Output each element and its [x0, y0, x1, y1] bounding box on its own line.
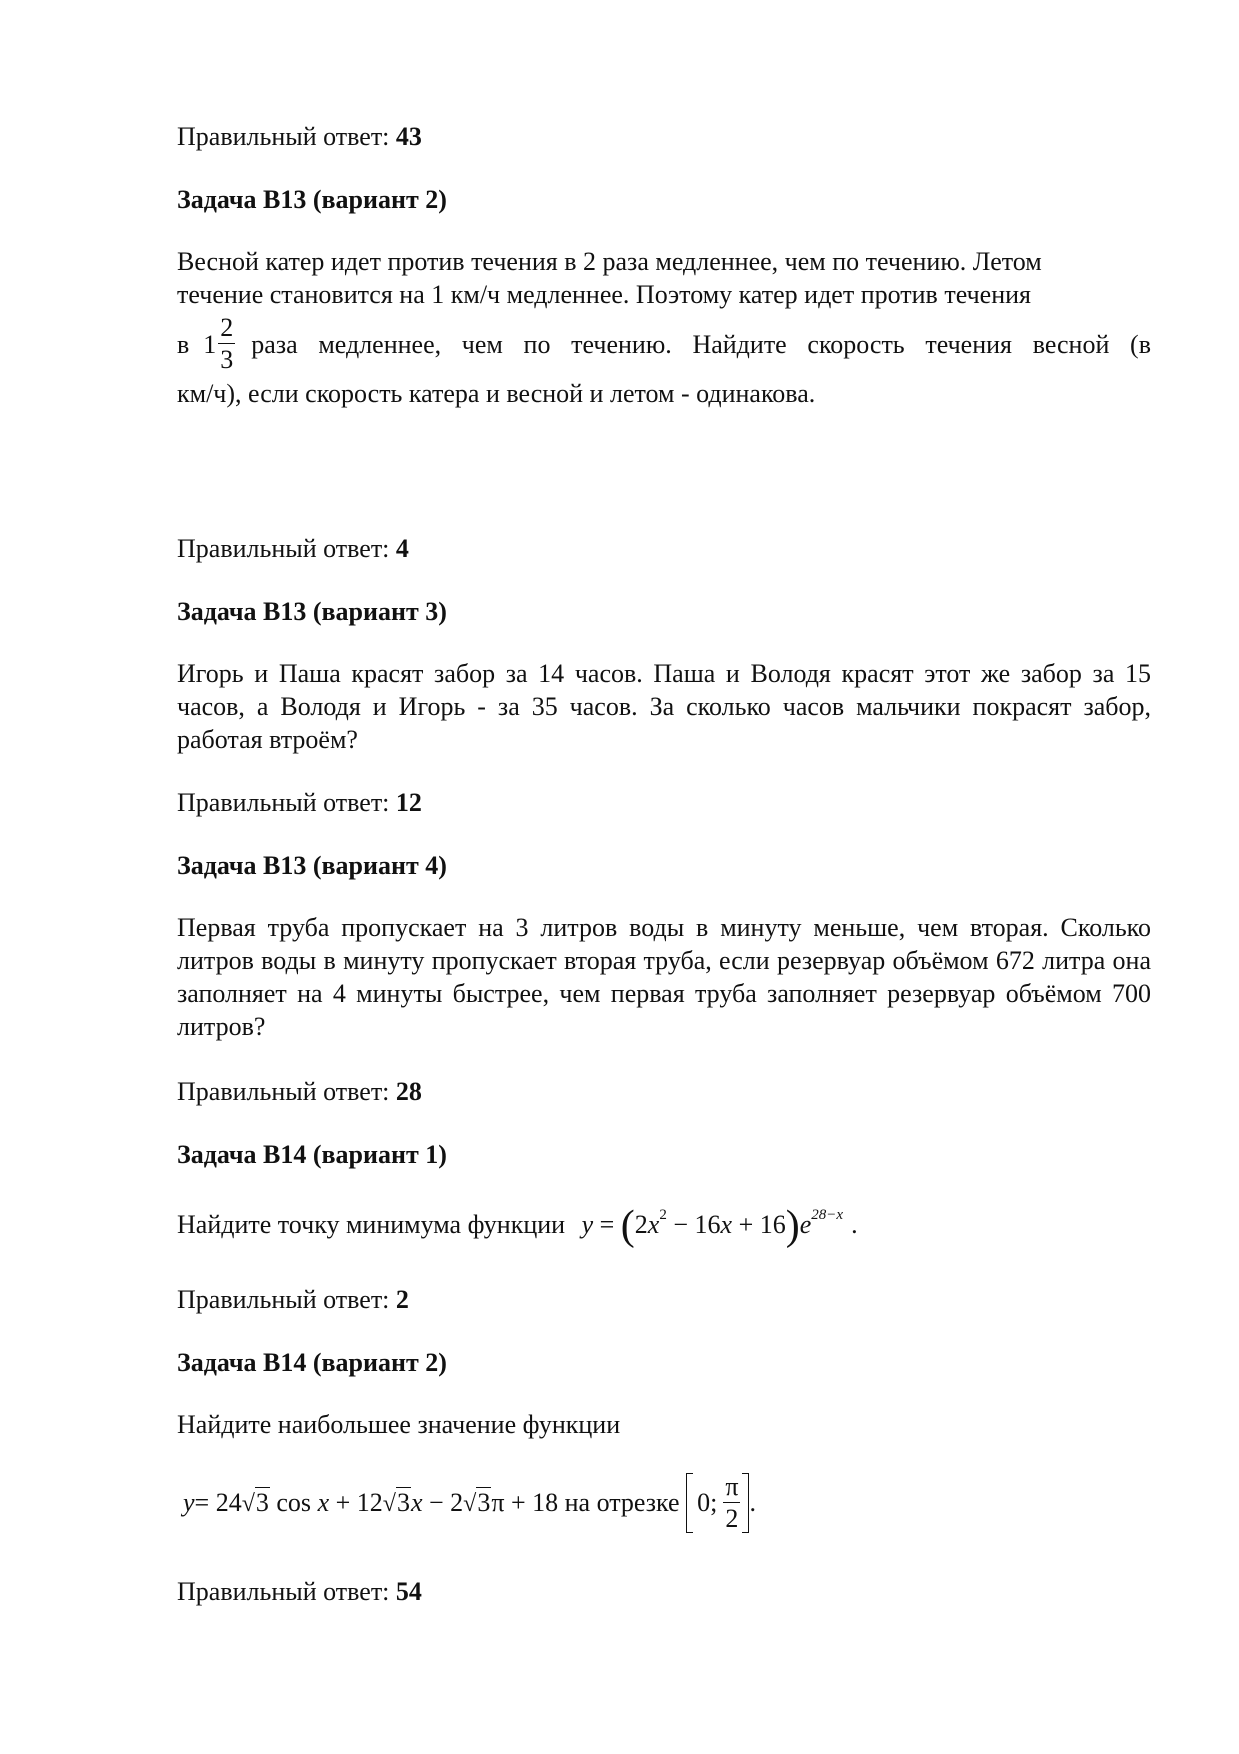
sqrt: [242, 1486, 270, 1521]
text-span: течение становится на 1 км/ч медленнее. Поэтому катер идет против течения: [177, 280, 1031, 309]
var-x: x: [647, 1210, 660, 1239]
text-span: км/ч), если скорость катера и весной и летом - одинакова.: [177, 379, 816, 408]
correct-answer: [177, 120, 1151, 154]
answer-value: 12: [395, 788, 422, 817]
function-formula: [581, 1203, 858, 1249]
task-heading: Задача В13 (вариант 4): [177, 851, 447, 880]
sqrt: [463, 1486, 491, 1521]
task-heading: Задача В14 (вариант 2): [177, 1348, 447, 1377]
task-heading: Задача В13 (вариант 2): [177, 185, 447, 214]
var-y: y: [581, 1210, 594, 1239]
var-x: x: [410, 1488, 423, 1517]
task-line: [177, 245, 1151, 278]
task-line: [177, 278, 1151, 311]
answer-value: 43: [395, 122, 422, 151]
exponent: 2: [659, 1207, 667, 1223]
answer-value: 4: [395, 534, 409, 563]
radical-sign: √: [463, 1490, 477, 1517]
radicand: 3: [255, 1487, 269, 1517]
radicand: 3: [477, 1487, 491, 1517]
formula-part: (: [620, 1203, 635, 1249]
task-text: Первая труба пропускает на 3 литров воды в минуту меньше, чем вторая. Сколько литров воды в минуту пропускает вторая труба, если резервуар объёмом 672 литра она заполняет на 4 минуты быстрее, чем первая труба заполняет резервуар объёмом 700 литров?: [177, 913, 1151, 1041]
formula-part: ): [785, 1203, 800, 1249]
answer-label: Правильный ответ:: [177, 534, 390, 563]
fraction-numerator: 2: [220, 313, 234, 342]
left-bracket: [686, 1473, 693, 1533]
sqrt: [383, 1486, 411, 1521]
fraction-denominator: 2: [725, 1504, 739, 1533]
task-text: [177, 245, 1151, 410]
formula-part: − 2: [422, 1488, 464, 1517]
task-text: Найдите наибольшее значение функции: [177, 1410, 621, 1439]
function-formula: [177, 1470, 1151, 1536]
answer-label: Правильный ответ:: [177, 1285, 390, 1314]
formula-part: 2: [634, 1210, 648, 1239]
formula-part: .: [851, 1210, 858, 1239]
formula-part: cos: [269, 1488, 318, 1517]
answer-label: Правильный ответ:: [177, 788, 390, 817]
correct-answer: [177, 786, 1151, 820]
interval: [686, 1473, 749, 1533]
var-e: e: [799, 1210, 812, 1239]
mixed-number-fraction: [218, 315, 235, 373]
mixed-number-whole: 1: [203, 329, 217, 359]
task-heading: Задача В14 (вариант 1): [177, 1140, 447, 1169]
radicand: 3: [396, 1487, 410, 1517]
answer-value: 54: [395, 1577, 422, 1606]
task-heading: Задача В13 (вариант 3): [177, 597, 447, 626]
formula-part: − 16: [666, 1210, 721, 1239]
interval-end-fraction: [723, 1474, 740, 1532]
formula-part: =: [593, 1210, 621, 1239]
var-y: y: [183, 1488, 195, 1517]
right-bracket: [742, 1473, 749, 1533]
text-span: Найдите точку минимума функции: [177, 1210, 566, 1239]
interval-start: 0;: [697, 1488, 718, 1517]
correct-answer: [177, 1075, 1151, 1109]
formula-part: .: [749, 1488, 756, 1517]
task-text-with-formula: [177, 1203, 1151, 1249]
formula-part: = 24: [194, 1488, 242, 1517]
formula-part: + 12: [329, 1488, 383, 1517]
task-text: Игорь и Паша красят забор за 14 часов. Паша и Володя красят этот же забор за 15 часов, а Володя и Игорь - за 35 часов. За сколько часов мальчики покрасят забор, работая втроём?: [177, 659, 1151, 754]
radical-sign: √: [241, 1490, 255, 1517]
formula-part: π + 18 на отрезке: [491, 1488, 687, 1517]
text-span: в: [177, 329, 190, 359]
answer-label: Правильный ответ:: [177, 122, 390, 151]
fraction-denominator: 3: [220, 345, 234, 374]
var-x: x: [720, 1210, 733, 1239]
answer-label: Правильный ответ:: [177, 1577, 390, 1606]
formula-part: + 16: [732, 1210, 786, 1239]
task-line: [177, 377, 1151, 410]
radical-sign: √: [382, 1490, 396, 1517]
answer-label: Правильный ответ:: [177, 1077, 390, 1106]
correct-answer: [177, 532, 1151, 566]
correct-answer: [177, 1575, 1151, 1609]
text-span: раза медленнее, чем по течению. Найдите скорость течения весной (в: [251, 329, 1151, 359]
answer-value: 28: [395, 1077, 422, 1106]
correct-answer: [177, 1283, 1151, 1317]
text-span: Весной катер идет против течения в 2 раза медленнее, чем по течению. Летом: [177, 247, 1042, 276]
var-x: x: [317, 1488, 330, 1517]
exponent: 28−x: [811, 1207, 844, 1223]
answer-value: 2: [395, 1285, 409, 1314]
task-line-with-fraction: [177, 311, 1151, 377]
fraction-numerator: π: [725, 1472, 739, 1501]
